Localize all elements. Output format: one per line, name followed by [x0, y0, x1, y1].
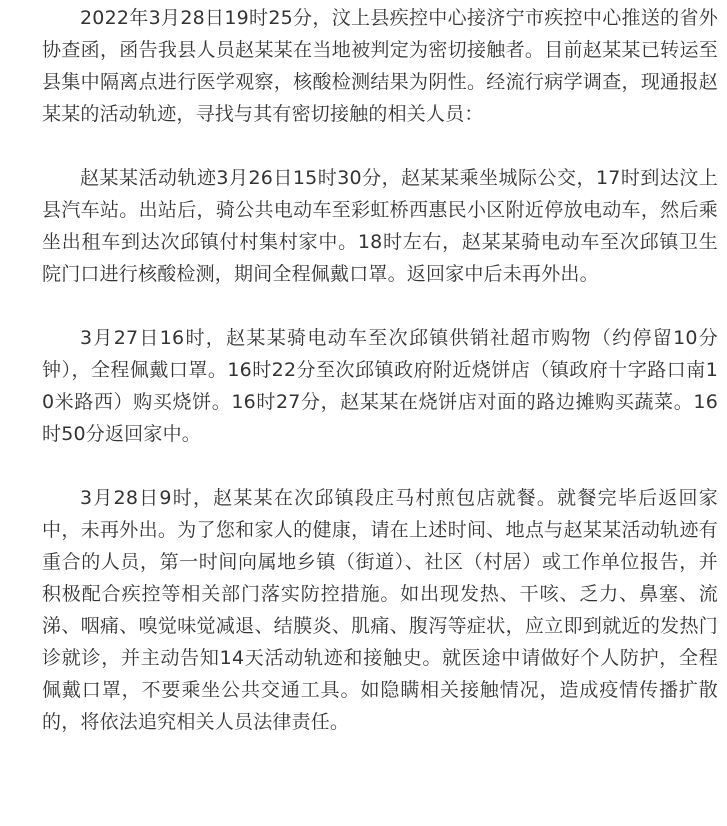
paragraph-notice-intro: 2022年3月28日19时25分，汶上县疾控中心接济宁市疾控中心推送的省外协查函，函告我县人员赵某某在当地被判定为密切接触者。目前赵某某已转运至县集中隔离点进行医学观察，核酸检测结果为阴性。经流行病学调查，现通报赵某某的活动轨迹，寻找与其有密切接触的相关人员： — [42, 7, 718, 125]
paragraph-march-28-and-advisory: 3月28日9时，赵某某在次邱镇段庄马村煎包店就餐。就餐完毕后返回家中，未再外出。为了您和家人的健康，请在上述时间、地点与赵某某活动轨迹有重合的人员，第一时间向属地乡镇（街道）、社区（村居）或工作单位报告，并积极配合疾控等相关部门落实防控措施。如出现发热、干咳、乏力、鼻塞、流涕、咽痛、嗅觉味觉减退、结膜炎、肌痛、腹泻等症状，应立即到就近的发热门诊就诊，并主动告知14天活动轨迹和接触史。就医途中请做好个人防护，全程佩戴口罩，不要乘坐公共交通工具。如隐瞒相关接触情况，造成疫情传播扩散的，将依法追究相关人员法律责任。 — [42, 487, 718, 733]
paragraph-march-26-trajectory: 赵某某活动轨迹3月26日15时30分，赵某某乘坐城际公交，17时到达汶上县汽车站。出站后，骑公共电动车至彩虹桥西惠民小区附近停放电动车，然后乘坐出租车到达次邱镇付村集村家中。18时左右，赵某某骑电动车至次邱镇卫生院门口进行核酸检测，期间全程佩戴口罩。返回家中后未再外出。 — [42, 167, 718, 285]
article-body — [42, 0, 718, 738]
paragraph-march-27-trajectory: 3月27日16时，赵某某骑电动车至次邱镇供销社超市购物（约停留10分钟），全程佩戴口罩。16时22分至次邱镇政府附近烧饼店（镇政府十字路口南10米路西）购买烧饼。16时27分，赵某某在烧饼店对面的路边摊购买蔬菜。16时50分返回家中。 — [42, 327, 718, 445]
